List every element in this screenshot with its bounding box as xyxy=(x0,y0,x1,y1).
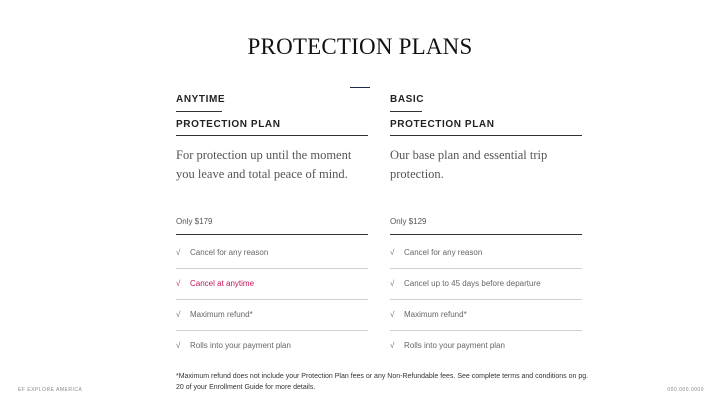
plan-name-line1: BASIC xyxy=(390,92,422,112)
feature-label: Cancel at anytime xyxy=(190,279,255,288)
check-icon: √ xyxy=(390,279,395,288)
check-icon: √ xyxy=(390,341,395,350)
feature-label: Rolls into your payment plan xyxy=(404,341,505,350)
feature-label: Maximum refund* xyxy=(404,310,467,319)
check-icon: √ xyxy=(176,310,181,319)
feature-label: Cancel up to 45 days before departure xyxy=(404,279,541,288)
feature-item-highlighted xyxy=(176,269,368,300)
feature-label: Cancel for any reason xyxy=(190,248,269,257)
check-icon: √ xyxy=(390,248,395,257)
plan-name-line2: PROTECTION PLAN xyxy=(390,112,582,136)
feature-item xyxy=(390,331,582,361)
feature-label: Maximum refund* xyxy=(190,310,253,319)
plan-description: Our base plan and essential trip protection. xyxy=(390,148,548,181)
feature-label: Cancel for any reason xyxy=(404,248,483,257)
plan-name xyxy=(390,92,582,136)
page-title: PROTECTION PLANS xyxy=(247,34,473,59)
plan-basic xyxy=(390,92,582,350)
plan-price: Only $179 xyxy=(176,217,368,235)
check-icon: √ xyxy=(176,279,181,288)
check-icon: √ xyxy=(390,310,395,319)
check-icon: √ xyxy=(176,248,181,257)
footer-phone: 000.000.0000 xyxy=(667,387,704,393)
feature-list xyxy=(390,238,582,361)
plan-name-line2: PROTECTION PLAN xyxy=(176,112,368,136)
plan-description: For protection up until the moment you leave and total peace of mind. xyxy=(176,148,352,181)
feature-label: Rolls into your payment plan xyxy=(190,341,291,350)
feature-item xyxy=(390,269,582,300)
footnote: *Maximum refund does not include your Protection Plan fees or any Non-Refundable fees. See complete terms and conditions on pg. 20 of your Enrollment Guide for more details. xyxy=(176,373,589,391)
plan-price: Only $129 xyxy=(390,217,582,235)
plan-name xyxy=(176,92,368,136)
feature-item xyxy=(176,300,368,331)
plan-name-line1: ANYTIME xyxy=(176,92,222,112)
title-accent-rule xyxy=(350,87,370,88)
feature-item xyxy=(390,238,582,269)
feature-item xyxy=(176,331,368,361)
check-icon: √ xyxy=(176,341,181,350)
footer-brand: EF EXPLORE AMERICA xyxy=(18,387,83,393)
plan-anytime xyxy=(176,92,368,350)
feature-list xyxy=(176,238,368,361)
feature-item xyxy=(176,238,368,269)
feature-item xyxy=(390,300,582,331)
